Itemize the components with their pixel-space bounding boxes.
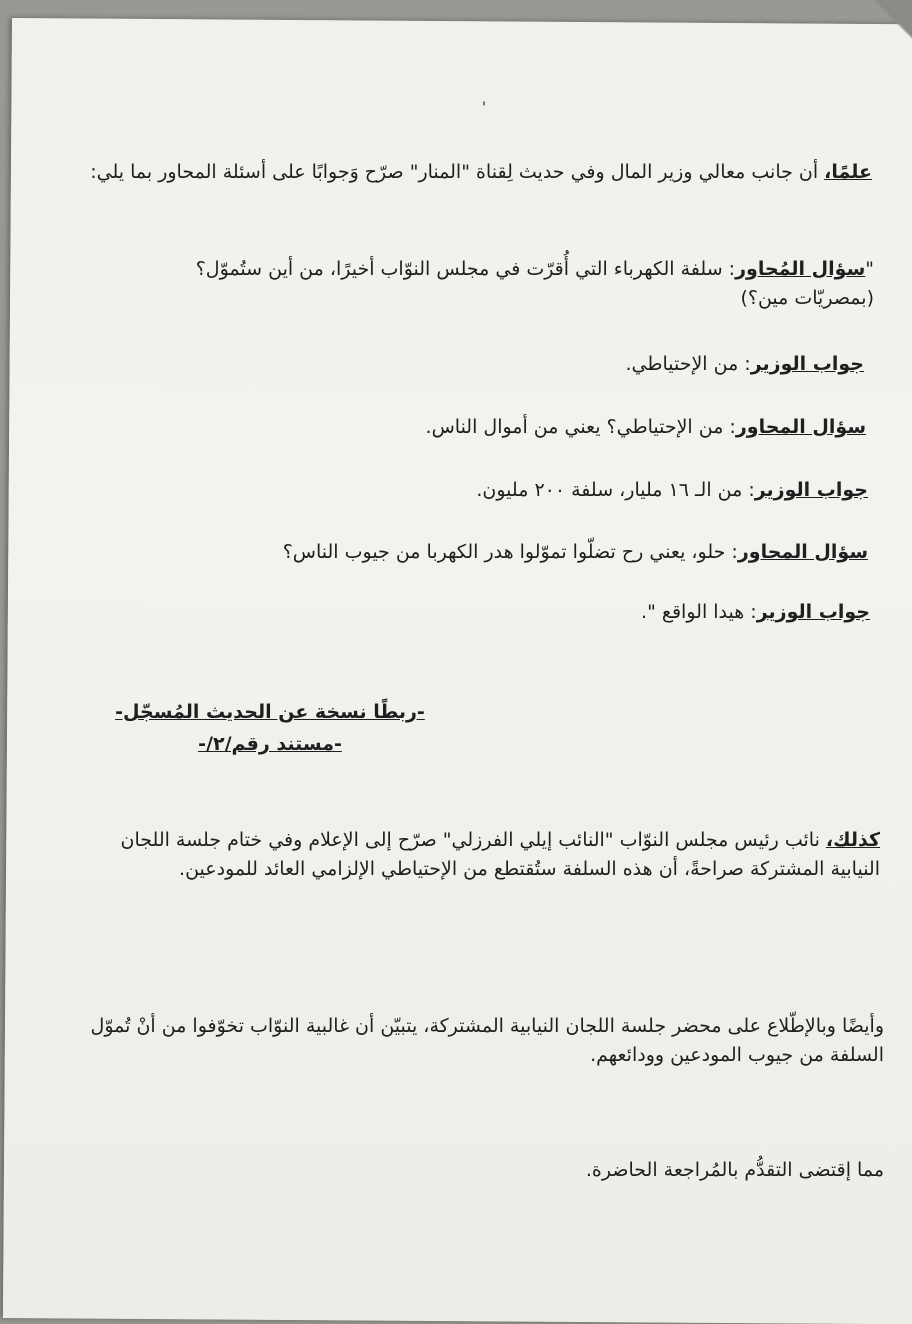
quote-mark: " (865, 258, 874, 280)
attachment-line-2: -مستند رقم/٢/- (198, 733, 342, 755)
dialogue-text: : سلفة الكهرباء التي أُقرّت في مجلس النوّاب أخيرًا، من أين ستُموّل؟ (بمصريّات مين؟) (195, 258, 874, 309)
dialogue-text: : من الإحتياطي. (625, 353, 751, 375)
closing-line (80, 1156, 884, 1185)
attachment-line-1: -ربطًا نسخة عن الحديث المُسجّل- (115, 701, 425, 723)
dialogue-line-3 (80, 413, 866, 442)
page-mark: ' (482, 100, 486, 116)
dialogue-line-2 (80, 350, 864, 379)
paragraph-deputy-speaker (70, 826, 880, 884)
dialogue-line-1 (170, 255, 874, 313)
intro-paragraph (60, 158, 872, 187)
dialogue-label: سؤال المُحاور (735, 258, 866, 280)
intro-text: أن جانب معالي وزير المال وفي حديث لِقناة "المنار" صرّح وَجوابًا على أسئلة المحاور بما يلي: (90, 161, 825, 183)
dialogue-text: : هيدا الواقع ". (641, 601, 757, 623)
paragraph-committee (60, 1012, 884, 1070)
intro-lead: علمًا، (824, 161, 872, 183)
dialogue-line-4 (80, 476, 868, 505)
para3-text: وأيضًا وبالإطّلاع على محضر جلسة اللجان النيابية المشتركة، يتبيّن أن غالبية النوّاب تخوّفوا من أنْ تُموّل السلفة من جيوب المودعين وودائعهم. (90, 1015, 884, 1066)
dialogue-label: جواب الوزير (750, 353, 864, 375)
dialogue-line-6 (80, 598, 870, 627)
dialogue-line-5 (80, 538, 868, 567)
closing-text: مما إقتضى التقدُّم بالمُراجعة الحاضرة. (585, 1159, 884, 1181)
dialogue-label: جواب الوزير (756, 601, 870, 623)
dialogue-text: : من الـ ١٦ مليار، سلفة ٢٠٠ مليون. (476, 479, 755, 501)
dialogue-text: : حلو، يعني رح تضلّوا تموّلوا هدر الكهربا من جيوب الناس؟ (282, 541, 738, 563)
para2-text: نائب رئيس مجلس النوّاب "النائب إيلي الفرزلي" صرّح إلى الإعلام وفي ختام جلسة اللجان النيابية المشتركة صراحةً، أن هذه السلفة ستُقتطع من الإحتياطي الإلزامي العائد للمودعين. (120, 829, 880, 880)
para2-lead: كذلك، (825, 829, 880, 851)
dialogue-label: جواب الوزير (754, 479, 868, 501)
dialogue-label: سؤال المحاور (737, 541, 868, 563)
dialogue-text: : من الإحتياطي؟ يعني من أموال الناس. (425, 416, 736, 438)
dialogue-label: سؤال المحاور (735, 416, 866, 438)
